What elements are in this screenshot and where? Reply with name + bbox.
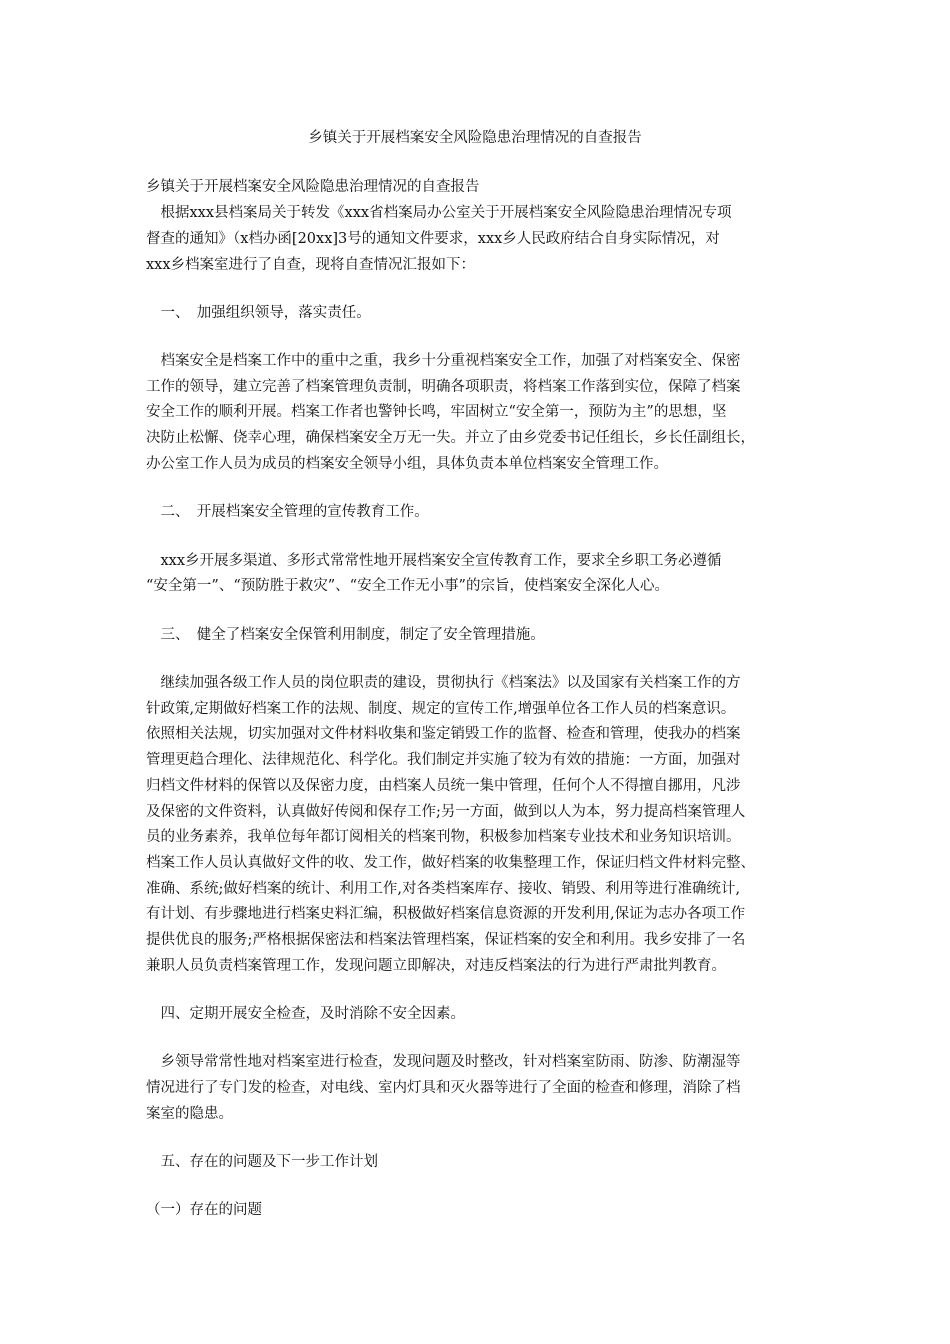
paragraph-line: 档案工作人员认真做好文件的收、发工作，做好档案的收集整理工作，保证归档文件材料完整、 (146, 855, 755, 871)
paragraph-line: 员的业务素养，我单位每年都订阅相关的档案刊物，积极参加档案专业技术和业务知识培训。 (146, 829, 741, 845)
paragraph-line: 档案安全是档案工作中的重中之重，我乡十分重视档案安全工作，加强了对档案安全、保密 (146, 353, 741, 369)
paragraph-line: 针政策,定期做好档案工作的法规、制度、规定的宣传工作,增强单位各工作人员的档案意识。 (146, 701, 736, 717)
paragraph-line: 情况进行了专门发的检查，对电线、室内灯具和灭火器等进行了全面的检查和修理，消除了档 (146, 1080, 741, 1096)
section-heading: 三、 健全了档案安全保管利用制度，制定了安全管理措施。 (146, 627, 545, 643)
section-heading: 二、 开展档案安全管理的宣传教育工作。 (146, 504, 429, 520)
paragraph-line: 兼职人员负责档案管理工作，发现问题立即解决，对违反档案法的行为进行严肃批判教育。 (146, 958, 726, 974)
paragraph-line: 决防止松懈、侥幸心理，确保档案安全万无一失。并立了由乡党委书记任组长，乡长任副组长， (146, 430, 755, 446)
paragraph-line: 安全工作的顺利开展。档案工作者也警钟长鸣，牢固树立“安全第一，预防为主”的思想，坚 (146, 404, 727, 420)
section-heading: 四、定期开展安全检查，及时消除不安全因素。 (146, 1006, 465, 1022)
paragraph-line: 及保密的文件资料，认真做好传阅和保存工作;另一方面，做到以人为本，努力提高档案管理人 (146, 804, 746, 820)
paragraph-line: 工作的领导，建立完善了档案管理负责制，明确各项职责，将档案工作落到实位，保障了档案 (146, 379, 741, 395)
document-title: 乡镇关于开展档案安全风险隐患治理情况的自查报告 (308, 130, 642, 146)
subsection-heading: （一）存在的问题 (146, 1202, 262, 1218)
paragraph-line: “安全第一”、“预防胜于救灾”、“安全工作无小事”的宗旨，使档案安全深化人心。 (146, 578, 669, 594)
paragraph-line: 根据xxx县档案局关于转发《xxx省档案局办公室关于开展档案安全风险隐患治理情况专项 (146, 205, 732, 221)
paragraph-line: 依照相关法规，切实加强对文件材料收集和鉴定销毁工作的监督、检查和管理，使我办的档案 (146, 726, 741, 742)
paragraph-line: 办公室工作人员为成员的档案安全领导小组，具体负责本单位档案安全管理工作。 (146, 456, 668, 472)
paragraph-line: 归档文件材料的保管以及保密力度，由档案人员统一集中管理，任何个人不得擅自挪用，凡涉 (146, 778, 741, 794)
section-heading: 一、 加强组织领导，落实责任。 (146, 305, 371, 321)
paragraph-line: 提供优良的服务;严格根据保密法和档案法管理档案，保证档案的安全和利用。我乡安排了一名 (146, 932, 746, 948)
paragraph-line: 有计划、有步骤地进行档案史料汇编，积极做好档案信息资源的开发利用,保证为志办各项工作 (146, 906, 746, 922)
paragraph-line: 乡领导常常性地对档案室进行检查，发现问题及时整改，针对档案室防雨、防渗、防潮湿等 (146, 1054, 741, 1070)
paragraph-line: 督查的通知》（x档办函[20xx]3号的通知文件要求，xxx乡人民政府结合自身实际情况，对 (146, 231, 720, 247)
paragraph-line: 案室的隐患。 (146, 1106, 233, 1122)
paragraph-line: 准确、系统;做好档案的统计、利用工作,对各类档案库存、接收、销毁、利用等进行准确统计, (146, 881, 741, 897)
paragraph-line: xxx乡开展多渠道、多形式常常性地开展档案安全宣传教育工作，要求全乡职工务必遵循 (146, 553, 722, 569)
section-heading: 五、存在的问题及下一步工作计划 (146, 1154, 378, 1170)
paragraph-line: 继续加强各级工作人员的岗位职责的建设，贯彻执行《档案法》以及国家有关档案工作的方 (146, 675, 741, 691)
paragraph-line: 管理更趋合理化、法律规范化、科学化。我们制定并实施了较为有效的措施：一方面，加强对 (146, 752, 741, 768)
subtitle-line: 乡镇关于开展档案安全风险隐患治理情况的自查报告 (146, 179, 480, 195)
paragraph-line: xxx乡档案室进行了自查，现将自查情况汇报如下： (146, 257, 476, 273)
